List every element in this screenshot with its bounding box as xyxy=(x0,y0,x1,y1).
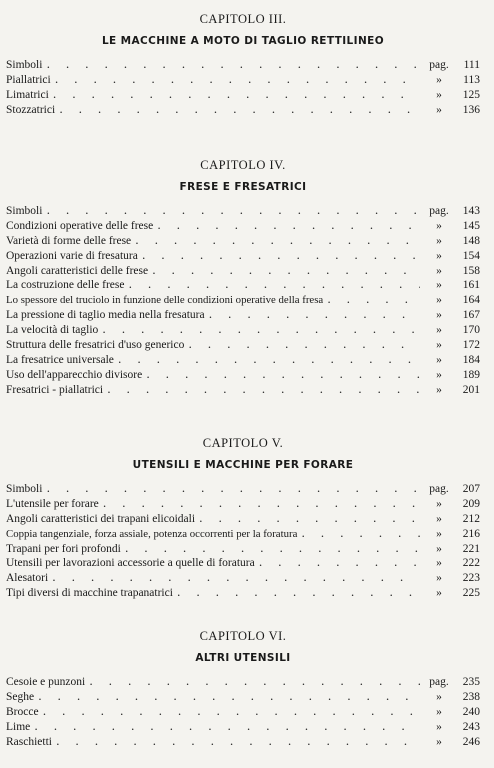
dot-leader xyxy=(52,570,420,585)
dot-leader xyxy=(46,203,420,218)
entry-label: Cesoie e punzoni xyxy=(6,676,86,688)
toc-entry xyxy=(6,87,480,102)
dot-leader xyxy=(327,292,420,307)
dot-leader xyxy=(177,585,420,600)
page-number: 243 xyxy=(462,720,480,733)
dot-leader xyxy=(152,263,420,278)
page-prefix: » xyxy=(436,527,442,540)
toc-entry xyxy=(6,248,480,263)
entry-label: Raschietti xyxy=(6,735,52,748)
toc-entry xyxy=(6,496,480,511)
page-number: 212 xyxy=(462,512,480,525)
entry-label: Lime xyxy=(6,720,31,733)
page-prefix: pag. xyxy=(429,205,449,217)
chapter-6 xyxy=(6,629,480,748)
page-prefix: » xyxy=(436,219,442,232)
page-prefix: » xyxy=(436,234,442,247)
entry-label: Operazioni varie di fresatura xyxy=(6,249,138,262)
page-number: 223 xyxy=(462,572,480,585)
toc-entry xyxy=(6,322,480,337)
page-number: 238 xyxy=(462,690,480,703)
page-number: 221 xyxy=(462,542,480,555)
entry-label: La pressione di taglio media nella fresatura xyxy=(6,309,205,322)
page-number: 189 xyxy=(462,368,480,381)
page-prefix: » xyxy=(436,264,442,277)
toc-entry xyxy=(6,382,480,397)
page-number: 145 xyxy=(462,219,480,232)
dot-leader xyxy=(107,382,420,397)
dot-leader xyxy=(46,481,420,496)
toc-entry xyxy=(6,203,480,218)
page-number: 111 xyxy=(463,59,480,71)
dot-leader xyxy=(34,719,420,734)
toc-entry xyxy=(6,218,480,233)
page-prefix: » xyxy=(436,587,442,600)
chapter-heading: CAPITOLO IV. xyxy=(200,158,286,172)
dot-leader xyxy=(259,555,420,570)
toc-entry xyxy=(6,555,480,570)
dot-leader xyxy=(56,734,420,749)
toc-entry xyxy=(6,541,480,556)
page-prefix: » xyxy=(436,88,442,101)
dot-leader xyxy=(301,526,420,541)
entry-label: Brocce xyxy=(6,705,39,718)
dot-leader xyxy=(38,689,420,704)
entry-label: La velocità di taglio xyxy=(6,324,99,337)
dot-leader xyxy=(199,511,420,526)
toc-entry xyxy=(6,526,480,541)
page-number: 148 xyxy=(462,234,480,247)
dot-leader xyxy=(188,337,420,352)
page-prefix: » xyxy=(436,497,442,510)
dot-leader xyxy=(135,233,420,248)
page-number: 136 xyxy=(462,103,480,116)
toc-entry xyxy=(6,481,480,496)
toc-entry xyxy=(6,263,480,278)
page-number: 209 xyxy=(462,497,480,510)
entry-list xyxy=(6,203,480,397)
toc-entry xyxy=(6,511,480,526)
entry-label: Piallatrici xyxy=(6,73,51,86)
toc-entry xyxy=(6,689,480,704)
dot-leader xyxy=(209,307,420,322)
chapter-title: FRESE E FRESATRICI xyxy=(179,181,307,193)
dot-leader xyxy=(103,496,420,511)
dot-leader xyxy=(55,72,420,87)
page-number: 143 xyxy=(462,205,480,217)
dot-leader xyxy=(118,352,420,367)
page-prefix: » xyxy=(436,309,442,322)
page-number: 113 xyxy=(463,73,480,86)
chapter-heading: CAPITOLO III. xyxy=(199,12,287,26)
page-number: 216 xyxy=(462,527,480,540)
dot-leader xyxy=(43,704,420,719)
toc-entry xyxy=(6,337,480,352)
chapter-title: ALTRI UTENSILI xyxy=(195,652,291,664)
dot-leader xyxy=(59,102,420,117)
chapter-5 xyxy=(6,436,480,600)
dot-leader xyxy=(53,87,420,102)
page-prefix: » xyxy=(436,103,442,116)
entry-label: Tipi diversi di macchine trapanatrici xyxy=(6,587,173,600)
page-number: 184 xyxy=(462,353,480,366)
entry-label: Simboli xyxy=(6,483,43,495)
page-number: 158 xyxy=(462,264,480,277)
toc-entry xyxy=(6,367,480,382)
page-prefix: » xyxy=(436,324,442,337)
dot-leader xyxy=(125,541,420,556)
entry-label: Fresatrici - piallatrici xyxy=(6,383,104,396)
page-prefix: » xyxy=(436,368,442,381)
page-prefix: » xyxy=(436,383,442,396)
toc-entry xyxy=(6,307,480,322)
page-prefix: » xyxy=(436,705,442,718)
page-number: 161 xyxy=(462,279,480,292)
page-prefix: » xyxy=(436,73,442,86)
toc-entry xyxy=(6,72,480,87)
page-number: 154 xyxy=(462,249,480,262)
entry-label: Seghe xyxy=(6,690,35,703)
toc-entry xyxy=(6,570,480,585)
page-number: 235 xyxy=(462,676,480,688)
page-prefix: pag. xyxy=(429,59,449,71)
dot-leader xyxy=(142,248,420,263)
toc-entry xyxy=(6,585,480,600)
entry-label: Angoli caratteristici delle frese xyxy=(6,264,149,277)
toc-entry xyxy=(6,704,480,719)
entry-label: Stozzatrici xyxy=(6,103,56,116)
entry-label: Alesatori xyxy=(6,572,49,585)
page-number: 240 xyxy=(462,705,480,718)
toc-entry xyxy=(6,292,480,307)
chapter-4 xyxy=(6,158,480,397)
entry-label: Condizioni operative delle frese xyxy=(6,219,154,232)
page-number: 201 xyxy=(462,383,480,396)
page-number: 125 xyxy=(462,88,480,101)
page-number: 246 xyxy=(462,735,480,748)
dot-leader xyxy=(146,367,420,382)
entry-label: Coppia tangenziale, forza assiale, potenza occorrenti per la foratura xyxy=(6,527,298,540)
page-number: 222 xyxy=(462,557,480,570)
entry-label: Angoli caratteristici dei trapani elicoidali xyxy=(6,512,196,525)
toc-entry xyxy=(6,734,480,749)
toc-entry xyxy=(6,352,480,367)
toc-entry xyxy=(6,102,480,117)
entry-label: L'utensile per forare xyxy=(6,497,99,510)
page-number: 172 xyxy=(462,339,480,352)
entry-label: Limatrici xyxy=(6,88,49,101)
chapter-heading: CAPITOLO V. xyxy=(202,436,284,450)
entry-label: Simboli xyxy=(6,205,43,217)
entry-list xyxy=(6,674,480,748)
page-prefix: » xyxy=(436,557,442,570)
page-prefix: » xyxy=(436,690,442,703)
page-prefix: » xyxy=(436,572,442,585)
page-prefix: » xyxy=(436,512,442,525)
page-prefix: » xyxy=(436,339,442,352)
dot-leader xyxy=(128,277,420,292)
toc-entry xyxy=(6,674,480,689)
chapter-title: LE MACCHINE A MOTO DI TAGLIO RETTILINEO xyxy=(101,35,385,47)
chapter-title: UTENSILI E MACCHINE PER FORARE xyxy=(132,459,354,471)
dot-leader xyxy=(46,57,420,72)
toc-entry xyxy=(6,57,480,72)
page-number: 170 xyxy=(462,324,480,337)
page-number: 164 xyxy=(462,294,480,307)
page-prefix: » xyxy=(436,735,442,748)
toc-entry xyxy=(6,233,480,248)
entry-list xyxy=(6,481,480,600)
toc-entry xyxy=(6,277,480,292)
entry-label: Simboli xyxy=(6,59,43,71)
page-prefix: » xyxy=(436,279,442,292)
chapter-heading: CAPITOLO VI. xyxy=(199,629,287,643)
page-number: 167 xyxy=(462,309,480,322)
entry-label: Utensili per lavorazioni accessorie a quelle di foratura xyxy=(6,557,255,570)
entry-label: La fresatrice universale xyxy=(6,353,114,366)
page-number: 225 xyxy=(462,587,480,600)
entry-label: Varietà di forme delle frese xyxy=(6,234,132,247)
chapter-3 xyxy=(6,12,480,117)
page-prefix: » xyxy=(436,720,442,733)
entry-label: La costruzione delle frese xyxy=(6,279,125,292)
page-prefix: pag. xyxy=(429,483,449,495)
page-prefix: » xyxy=(436,294,442,307)
page-number: 207 xyxy=(462,483,480,495)
page-prefix: » xyxy=(436,542,442,555)
page-prefix: » xyxy=(436,249,442,262)
page-prefix: pag. xyxy=(429,676,449,688)
page-prefix: » xyxy=(436,353,442,366)
entry-label: Lo spessore del truciolo in funzione delle condizioni operative della fresa xyxy=(6,294,324,307)
entry-label: Struttura delle fresatrici d'uso generico xyxy=(6,339,185,352)
entry-label: Trapani per fori profondi xyxy=(6,542,121,555)
dot-leader xyxy=(102,322,420,337)
dot-leader xyxy=(157,218,420,233)
dot-leader xyxy=(89,674,420,689)
entry-label: Uso dell'apparecchio divisore xyxy=(6,368,143,381)
entry-list xyxy=(6,57,480,117)
toc-entry xyxy=(6,719,480,734)
